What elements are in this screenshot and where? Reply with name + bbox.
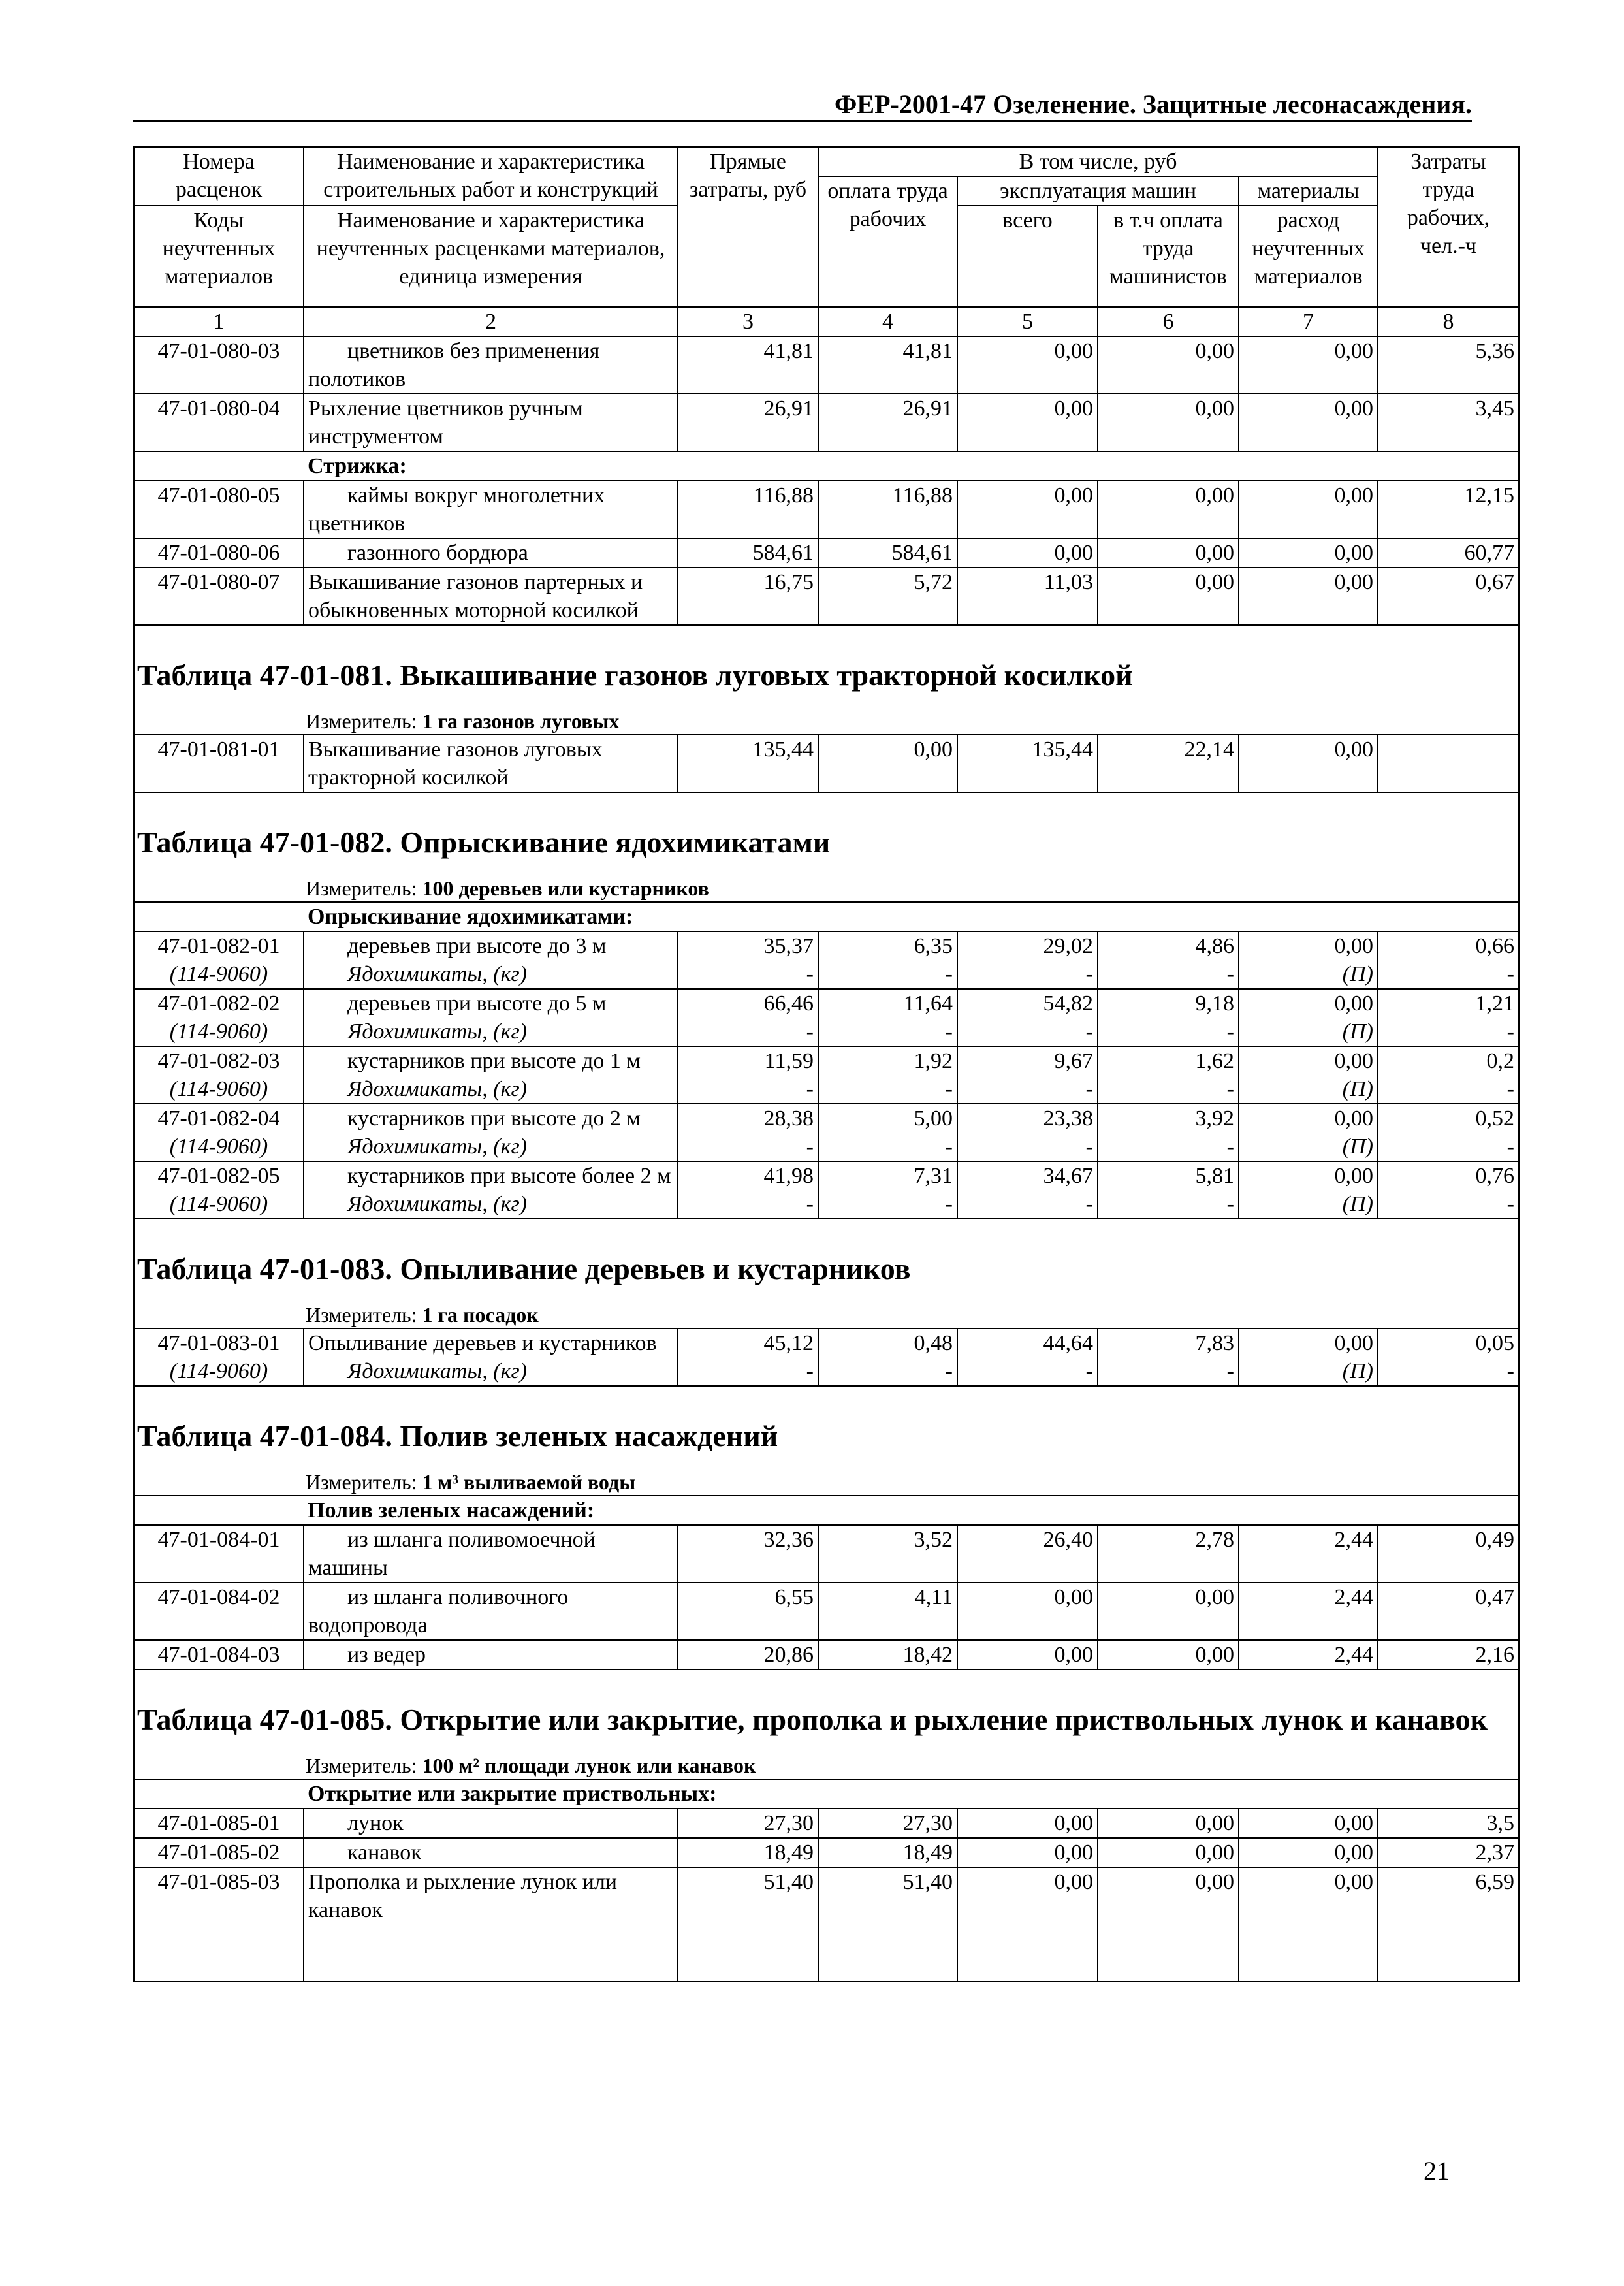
unit-value: 1 м³ выливаемой воды <box>422 1470 636 1494</box>
value-cell: 41,98 <box>678 1161 818 1190</box>
value-cell: 5,81 <box>1098 1161 1239 1190</box>
value-cell: 3,5 <box>1378 1809 1519 1838</box>
rate-code: 47-01-085-03 <box>134 1867 304 1982</box>
table-row <box>134 336 1519 394</box>
material-value: (П) <box>1239 1075 1378 1104</box>
col-number: 6 <box>1098 307 1239 336</box>
value-cell: 0,00 <box>957 1583 1098 1640</box>
value-cell: 135,44 <box>957 735 1098 792</box>
value-cell: 0,00 <box>1239 336 1378 394</box>
work-name: кустарников при высоте до 2 м <box>304 1104 678 1133</box>
col-number: 3 <box>678 307 818 336</box>
material-code: (114-9060) <box>134 1018 304 1046</box>
rate-code: 47-01-082-01 <box>134 931 304 960</box>
value-cell: 0,00 <box>1239 989 1378 1018</box>
work-name: каймы вокруг многолетних цветников <box>304 481 678 538</box>
material-value: - <box>957 1133 1098 1161</box>
value-cell: 0,76 <box>1378 1161 1519 1190</box>
value-cell: 0,00 <box>1239 735 1378 792</box>
unit-value: 1 га газонов луговых <box>422 709 620 733</box>
value-cell: 0,00 <box>1098 1583 1239 1640</box>
value-cell: 27,30 <box>818 1809 957 1838</box>
col-machines: эксплуатация машин <box>957 176 1239 206</box>
material-name: Ядохимикаты, (кг) <box>304 1018 678 1046</box>
material-name: Ядохимикаты, (кг) <box>304 960 678 989</box>
col-machines-total: всего <box>957 206 1098 307</box>
value-cell: 0,00 <box>1098 394 1239 451</box>
value-cell: 0,00 <box>957 394 1098 451</box>
table-row <box>134 1809 1519 1838</box>
value-cell: 116,88 <box>678 481 818 538</box>
value-cell: 0,00 <box>957 1640 1098 1669</box>
value-cell: 51,40 <box>818 1867 957 1982</box>
material-row <box>134 1357 1519 1386</box>
value-cell: 4,86 <box>1098 931 1239 960</box>
group-spacer <box>134 1779 304 1809</box>
material-row <box>134 1075 1519 1104</box>
material-row <box>134 1133 1519 1161</box>
value-cell: 41,81 <box>678 336 818 394</box>
material-value: - <box>1378 1075 1519 1104</box>
rate-code: 47-01-080-04 <box>134 394 304 451</box>
rate-code: 47-01-082-02 <box>134 989 304 1018</box>
value-cell: 2,16 <box>1378 1640 1519 1669</box>
material-name: Ядохимикаты, (кг) <box>304 1075 678 1104</box>
col-materials: материалы <box>1239 176 1378 206</box>
value-cell: 1,21 <box>1378 989 1519 1018</box>
value-cell: 0,00 <box>1098 336 1239 394</box>
material-name: Ядохимикаты, (кг) <box>304 1133 678 1161</box>
value-cell: 0,00 <box>1239 1328 1378 1357</box>
value-cell: 3,45 <box>1378 394 1519 451</box>
value-cell: 0,00 <box>1239 1046 1378 1075</box>
value-cell: 0,00 <box>1098 1838 1239 1867</box>
section-title-row <box>134 1219 1519 1302</box>
value-cell: 2,44 <box>1239 1640 1378 1669</box>
material-code: (114-9060) <box>134 1190 304 1219</box>
value-cell: 20,86 <box>678 1640 818 1669</box>
col-number: 4 <box>818 307 957 336</box>
material-code: (114-9060) <box>134 1133 304 1161</box>
material-value: - <box>957 1357 1098 1386</box>
work-name: деревьев при высоте до 3 м <box>304 931 678 960</box>
value-cell: 0,00 <box>818 735 957 792</box>
value-cell: 45,12 <box>678 1328 818 1357</box>
material-value: - <box>818 1075 957 1104</box>
col-number: 7 <box>1239 307 1378 336</box>
table-row <box>134 931 1519 960</box>
section-title: Таблица 47-01-083. Опыливание деревьев и кустарников <box>134 1219 1519 1302</box>
group-row <box>134 902 1519 931</box>
work-name: Выкашивание газонов луговых тракторной косилкой <box>304 735 678 792</box>
group-spacer <box>134 451 304 481</box>
value-cell: 2,37 <box>1378 1838 1519 1867</box>
value-cell: 116,88 <box>818 481 957 538</box>
col-codes-bottom: Коды неучтенных материалов <box>134 206 304 307</box>
material-value: - <box>1098 1133 1239 1161</box>
work-name: газонного бордюра <box>304 538 678 568</box>
work-name: из шланга поливочного водопровода <box>304 1583 678 1640</box>
section-title: Таблица 47-01-084. Полив зеленых насаждений <box>134 1386 1519 1469</box>
unit-row <box>134 1752 1519 1779</box>
group-row <box>134 1496 1519 1525</box>
unit-value: 1 га посадок <box>422 1303 539 1327</box>
value-cell: 0,49 <box>1378 1525 1519 1583</box>
rate-code: 47-01-080-05 <box>134 481 304 538</box>
unit-cell <box>134 875 1519 902</box>
col-number: 1 <box>134 307 304 336</box>
value-cell: 18,49 <box>678 1838 818 1867</box>
value-cell: 0,05 <box>1378 1328 1519 1357</box>
material-value: (П) <box>1239 1133 1378 1161</box>
value-cell: 0,00 <box>1098 1809 1239 1838</box>
value-cell: 6,55 <box>678 1583 818 1640</box>
section-title: Таблица 47-01-082. Опрыскивание ядохимикатами <box>134 792 1519 875</box>
rates-table <box>133 146 1520 1982</box>
material-value: - <box>1098 1075 1239 1104</box>
value-cell: 23,38 <box>957 1104 1098 1133</box>
value-cell: 7,31 <box>818 1161 957 1190</box>
material-value: - <box>678 1018 818 1046</box>
unit-cell <box>134 708 1519 735</box>
value-cell: 0,52 <box>1378 1104 1519 1133</box>
col-number: 8 <box>1378 307 1519 336</box>
work-name: из ведер <box>304 1640 678 1669</box>
value-cell: 7,83 <box>1098 1328 1239 1357</box>
page-number: 21 <box>1424 2156 1450 2185</box>
value-cell: 3,52 <box>818 1525 957 1583</box>
value-cell: 584,61 <box>678 538 818 568</box>
material-value: - <box>818 960 957 989</box>
unit-value: 100 м² площади лунок или канавок <box>422 1754 756 1777</box>
group-spacer <box>134 902 304 931</box>
material-code: (114-9060) <box>134 1075 304 1104</box>
material-value: (П) <box>1239 1357 1378 1386</box>
rate-code: 47-01-083-01 <box>134 1328 304 1357</box>
col-name-bottom: Наименование и характеристика неучтенных расценками материалов, единица измерения <box>304 206 678 307</box>
unit-row <box>134 875 1519 902</box>
table-row <box>134 1104 1519 1133</box>
value-cell: 0,00 <box>1239 1838 1378 1867</box>
value-cell: 0,00 <box>1098 1867 1239 1982</box>
value-cell: 0,00 <box>957 1838 1098 1867</box>
value-cell: 29,02 <box>957 931 1098 960</box>
value-cell: 0,00 <box>957 538 1098 568</box>
work-name: Опыливание деревьев и кустарников <box>304 1328 678 1357</box>
value-cell: 32,36 <box>678 1525 818 1583</box>
value-cell: 0,00 <box>957 1809 1098 1838</box>
col-machines-operators: в т.ч оплата труда машинистов <box>1098 206 1239 307</box>
value-cell: 26,91 <box>818 394 957 451</box>
rate-code: 47-01-084-01 <box>134 1525 304 1583</box>
material-row <box>134 1190 1519 1219</box>
value-cell: 18,49 <box>818 1838 957 1867</box>
unit-label: Измеритель: <box>306 1754 417 1777</box>
col-labor-hours: Затраты труда рабочих, чел.-ч <box>1378 147 1519 307</box>
unit-value: 100 деревьев или кустарников <box>422 877 709 900</box>
material-value: - <box>678 1075 818 1104</box>
value-cell: 0,00 <box>957 481 1098 538</box>
material-value: - <box>957 960 1098 989</box>
material-value: - <box>957 1075 1098 1104</box>
table-row <box>134 394 1519 451</box>
value-cell: 0,00 <box>1239 1104 1378 1133</box>
unit-row <box>134 708 1519 735</box>
value-cell: 11,03 <box>957 568 1098 625</box>
value-cell: 1,62 <box>1098 1046 1239 1075</box>
work-name: Выкашивание газонов партерных и обыкновенных моторной косилкой <box>304 568 678 625</box>
material-value: - <box>1098 960 1239 989</box>
rate-code: 47-01-085-01 <box>134 1809 304 1838</box>
col-number: 5 <box>957 307 1098 336</box>
material-value: - <box>678 960 818 989</box>
material-value: - <box>957 1018 1098 1046</box>
value-cell: 0,00 <box>1239 568 1378 625</box>
value-cell: 0,00 <box>1098 538 1239 568</box>
material-value: (П) <box>1239 1018 1378 1046</box>
value-cell: 6,59 <box>1378 1867 1519 1982</box>
table-header <box>134 147 1519 336</box>
material-value: - <box>818 1357 957 1386</box>
material-row <box>134 1018 1519 1046</box>
section-title-row <box>134 1386 1519 1469</box>
table-row <box>134 1583 1519 1640</box>
rate-code: 47-01-080-07 <box>134 568 304 625</box>
unit-row <box>134 1469 1519 1496</box>
page-header-title: ФЕР-2001-47 Озеленение. Защитные лесонасаждения. <box>835 89 1472 119</box>
table-row <box>134 568 1519 625</box>
value-cell: 11,64 <box>818 989 957 1018</box>
col-materials-spend: расход неучтенных материалов <box>1239 206 1378 307</box>
value-cell: 0,00 <box>1239 931 1378 960</box>
table-body <box>134 336 1519 1982</box>
work-name: Прополка и рыхление лунок или канавок <box>304 1867 678 1982</box>
material-code: (114-9060) <box>134 960 304 989</box>
group-label: Опрыскивание ядохимикатами: <box>304 902 1519 931</box>
value-cell: 9,18 <box>1098 989 1239 1018</box>
value-cell: 0,00 <box>1098 481 1239 538</box>
work-name: деревьев при высоте до 5 м <box>304 989 678 1018</box>
value-cell: 12,15 <box>1378 481 1519 538</box>
material-value: - <box>818 1190 957 1219</box>
rate-code: 47-01-081-01 <box>134 735 304 792</box>
material-value: (П) <box>1239 1190 1378 1219</box>
material-value: - <box>1378 1190 1519 1219</box>
value-cell: 0,47 <box>1378 1583 1519 1640</box>
rate-code: 47-01-080-03 <box>134 336 304 394</box>
value-cell: 22,14 <box>1098 735 1239 792</box>
rate-code: 47-01-082-04 <box>134 1104 304 1133</box>
value-cell: 0,67 <box>1378 568 1519 625</box>
material-value: - <box>1098 1190 1239 1219</box>
unit-cell <box>134 1469 1519 1496</box>
value-cell: 0,00 <box>1239 481 1378 538</box>
section-title: Таблица 47-01-085. Открытие или закрытие, прополка и рыхление приствольных лунок и канавок <box>134 1669 1519 1752</box>
table-row <box>134 538 1519 568</box>
table-row <box>134 1161 1519 1190</box>
section-title-row <box>134 792 1519 875</box>
value-cell: 34,67 <box>957 1161 1098 1190</box>
material-value: - <box>957 1190 1098 1219</box>
value-cell: 0,48 <box>818 1328 957 1357</box>
material-value: - <box>678 1133 818 1161</box>
material-value: - <box>1378 960 1519 989</box>
value-cell: 26,91 <box>678 394 818 451</box>
value-cell: 3,92 <box>1098 1104 1239 1133</box>
value-cell: 0,00 <box>1239 1867 1378 1982</box>
col-labor-pay: оплата труда рабочих <box>818 176 957 307</box>
material-name: Ядохимикаты, (кг) <box>304 1190 678 1219</box>
value-cell <box>1378 735 1519 792</box>
group-spacer <box>134 1496 304 1525</box>
value-cell: 18,42 <box>818 1640 957 1669</box>
value-cell: 35,37 <box>678 931 818 960</box>
rate-code: 47-01-080-06 <box>134 538 304 568</box>
value-cell: 0,00 <box>1098 568 1239 625</box>
table-row <box>134 1525 1519 1583</box>
col-number: 2 <box>304 307 678 336</box>
material-row <box>134 960 1519 989</box>
work-name: лунок <box>304 1809 678 1838</box>
group-label: Стрижка: <box>304 451 1519 481</box>
group-label: Полив зеленых насаждений: <box>304 1496 1519 1525</box>
material-value: - <box>818 1133 957 1161</box>
value-cell: 27,30 <box>678 1809 818 1838</box>
value-cell: 2,44 <box>1239 1583 1378 1640</box>
value-cell: 6,35 <box>818 931 957 960</box>
rate-code: 47-01-085-02 <box>134 1838 304 1867</box>
value-cell: 60,77 <box>1378 538 1519 568</box>
material-value: - <box>1378 1133 1519 1161</box>
unit-row <box>134 1302 1519 1328</box>
table-row <box>134 989 1519 1018</box>
value-cell: 66,46 <box>678 989 818 1018</box>
value-cell: 0,00 <box>1239 538 1378 568</box>
value-cell: 135,44 <box>678 735 818 792</box>
table-row <box>134 1328 1519 1357</box>
value-cell: 54,82 <box>957 989 1098 1018</box>
value-cell: 0,00 <box>1239 394 1378 451</box>
value-cell: 0,00 <box>957 336 1098 394</box>
work-name: цветников без применения полотиков <box>304 336 678 394</box>
value-cell: 0,00 <box>1239 1809 1378 1838</box>
col-name-top: Наименование и характеристика строительных работ и конструкций <box>304 147 678 206</box>
value-cell: 44,64 <box>957 1328 1098 1357</box>
material-value: - <box>1098 1018 1239 1046</box>
unit-label: Измеритель: <box>306 1470 417 1494</box>
material-value: - <box>678 1190 818 1219</box>
value-cell: 0,66 <box>1378 931 1519 960</box>
value-cell: 28,38 <box>678 1104 818 1133</box>
value-cell: 1,92 <box>818 1046 957 1075</box>
value-cell: 51,40 <box>678 1867 818 1982</box>
value-cell: 584,61 <box>818 538 957 568</box>
rate-code: 47-01-082-05 <box>134 1161 304 1190</box>
work-name: Рыхление цветников ручным инструментом <box>304 394 678 451</box>
value-cell: 5,36 <box>1378 336 1519 394</box>
work-name: из шланга поливомоечной машины <box>304 1525 678 1583</box>
value-cell: 2,78 <box>1098 1525 1239 1583</box>
value-cell: 2,44 <box>1239 1525 1378 1583</box>
group-row <box>134 451 1519 481</box>
value-cell: 11,59 <box>678 1046 818 1075</box>
section-title: Таблица 47-01-081. Выкашивание газонов луговых тракторной косилкой <box>134 625 1519 708</box>
group-label: Открытие или закрытие приствольных: <box>304 1779 1519 1809</box>
material-value: - <box>678 1357 818 1386</box>
value-cell: 4,11 <box>818 1583 957 1640</box>
value-cell: 0,00 <box>957 1867 1098 1982</box>
section-title-row <box>134 625 1519 708</box>
material-name: Ядохимикаты, (кг) <box>304 1357 678 1386</box>
material-code: (114-9060) <box>134 1357 304 1386</box>
table-row <box>134 1046 1519 1075</box>
unit-label: Измеритель: <box>306 877 417 900</box>
table-row <box>134 481 1519 538</box>
col-including: В том числе, руб <box>818 147 1378 176</box>
value-cell: 0,00 <box>1098 1640 1239 1669</box>
value-cell: 16,75 <box>678 568 818 625</box>
rate-code: 47-01-084-03 <box>134 1640 304 1669</box>
unit-cell <box>134 1752 1519 1779</box>
work-name: кустарников при высоте до 1 м <box>304 1046 678 1075</box>
value-cell: 5,72 <box>818 568 957 625</box>
group-row <box>134 1779 1519 1809</box>
table-row <box>134 1838 1519 1867</box>
col-direct: Прямые затраты, руб <box>678 147 818 307</box>
value-cell: 0,2 <box>1378 1046 1519 1075</box>
value-cell: 5,00 <box>818 1104 957 1133</box>
work-name: канавок <box>304 1838 678 1867</box>
rate-code: 47-01-084-02 <box>134 1583 304 1640</box>
section-title-row <box>134 1669 1519 1752</box>
material-value: - <box>1378 1018 1519 1046</box>
table-row <box>134 1640 1519 1669</box>
value-cell: 0,00 <box>1239 1161 1378 1190</box>
rate-code: 47-01-082-03 <box>134 1046 304 1075</box>
work-name: кустарников при высоте более 2 м <box>304 1161 678 1190</box>
material-value: - <box>1098 1357 1239 1386</box>
value-cell: 9,67 <box>957 1046 1098 1075</box>
material-value: - <box>1378 1357 1519 1386</box>
material-value: (П) <box>1239 960 1378 989</box>
table-row <box>134 735 1519 792</box>
header-rule <box>133 120 1472 122</box>
unit-label: Измеритель: <box>306 1303 417 1327</box>
table-row <box>134 1867 1519 1982</box>
col-codes-top: Номера расценок <box>134 147 304 206</box>
value-cell: 41,81 <box>818 336 957 394</box>
unit-cell <box>134 1302 1519 1328</box>
value-cell: 26,40 <box>957 1525 1098 1583</box>
unit-label: Измеритель: <box>306 709 417 733</box>
material-value: - <box>818 1018 957 1046</box>
